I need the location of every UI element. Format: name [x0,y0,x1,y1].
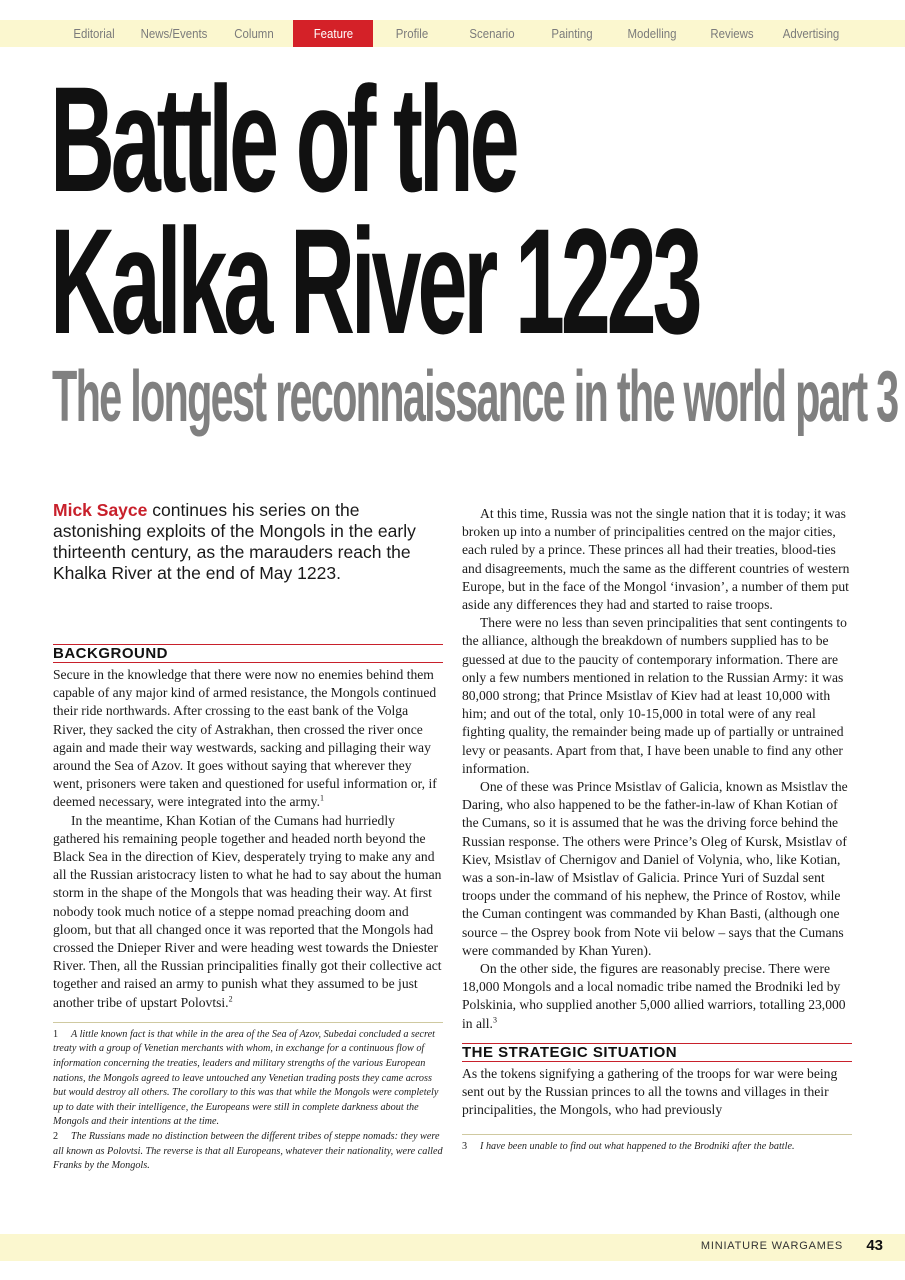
footnote-2 [53,1130,443,1174]
nav-tab-painting[interactable]: Painting [551,26,593,41]
footnote-ref-2[interactable]: 2 [228,994,233,1004]
article-subtitle: The longest reconnaissance in the world part 3 [52,357,898,437]
background-paragraph-2-text: In the meantime, Khan Kotian of the Cumans had hurriedly gathered his remaining people together and headed north beyond the Black Sea in the direction of Kiev, desperately trying to make any and all the Russian aristocracy listen to what he had to say about the human storm in the shape of the Mongols that was heading their way. At first nobody took much notice of a steppe nomad preaching doom and gloom, but that all changed once it was reported that the Mongols had crossed the Dnieper River and were heading west towards the Dniester River. Then, all the Russian principalities finally got their collective act together and raised an army to punish what they assumed to be just another tribe of upstart Polovtsi. [53,812,442,1010]
footnotes-right [462,1134,852,1155]
nav-tab-news-events[interactable]: News/Events [140,26,208,41]
footnote-2-number: 2 [53,1131,59,1143]
section-heading-background: BACKGROUND [53,644,443,663]
magazine-name: MINIATURE WARGAMES [700,1240,843,1252]
background-paragraph-1-text: Secure in the knowledge that there were now no enemies behind them capable of any major kind of armed resistance, the Mongols continued their ride northwards. After crossing to the east bank of the Volga River, they sacked the city of Astrakhan, then crossed the river once again and made their way westwards, sacking and pillaging their way around the Sea of Azov. It goes without saying that wherever they went, prisoners were taken and questioned for useful information or, if deemed necessary, were integrated into the army. [53,667,437,810]
nav-tab-modelling[interactable]: Modelling [627,26,677,41]
footnote-2-text: The Russians made no distinction between the different tribes of steppe nomads: they were all known as Polovtsi. The reverse is that all Europeans, whatever their nationality, were called Franks by the Mongols. [53,1131,443,1172]
author-name: Mick Sayce [53,500,148,520]
intro-standfirst [53,500,443,584]
right-column [462,505,852,1154]
nav-tab-advertising[interactable]: Advertising [782,26,840,41]
right-paragraph-3: One of these was Prince Msistlav of Galicia, known as Msistlav the Daring, who also happened to be the father-in-law of Khan Kotian of the Cumans, so it is assumed that he was the driving force behind the Russian response. The others were Prince’s Oleg of Kursk, Msistlav of Kiev, Msistlav of Chernigov and Daniel of Volynia, who, like Kotian, was a son-in-law of Msistlav of Galicia. Prince Yuri of Suzdal sent troops under the command of his nephew, the Prince of Rostov, while the Cuman contingent was commanded by Khan Basti, (although one source – the Osprey book from Note vii below – says that the Cumans were commanded by Khan Yuren). [462,779,848,958]
footnote-1-number: 1 [53,1028,59,1040]
left-column [53,500,443,1174]
section-nav-bar [0,20,905,47]
footnote-1-text: A little known fact is that while in the area of the Sea of Azov, Subedai concluded a secret treaty with a group of Venetian merchants with whom, in exchange for a continuous flow of information concerning the treaties, leaders and military strengths of the various European nations, the Mongols agreed to leave untouched any Venetian trading posts they came across but would destroy all others. The corollary to this was that while the Mongols were completely up to date with their intelligence, the Europeans were still in complete darkness about the Mongols and their intentions at the time. [53,1028,439,1128]
section-heading-strategic-situation: THE STRATEGIC SITUATION [462,1043,852,1062]
nav-tab-editorial[interactable]: Editorial [73,26,115,41]
right-paragraph-4-text: On the other side, the figures are reasonably precise. There were 18,000 Mongols and a local nomadic tribe named the Brodniki led by Polskinia, who supplied another 5,000 allied warriors, totalling 23,000 in all. [462,961,846,1031]
footnotes-left [53,1022,443,1174]
page-footer [0,1234,905,1261]
article-title-line-2: Kalka River 1223 [50,197,699,365]
background-body [53,666,443,1012]
strategic-body [462,1065,852,1120]
article-title-line-1: Battle of the [50,55,516,223]
footnote-ref-3[interactable]: 3 [492,1015,497,1025]
background-paragraph-2 [53,812,443,1012]
footnote-ref-1[interactable]: 1 [319,793,324,803]
footnote-3 [462,1140,852,1155]
footnote-1 [53,1028,443,1130]
right-body [462,505,852,1033]
right-paragraph-4 [462,960,852,1033]
nav-tab-feature[interactable] [293,20,373,47]
nav-tab-profile[interactable]: Profile [395,26,429,41]
strategic-paragraph-1: As the tokens signifying a gathering of the troops for war were being sent out by the Russian princes to all the towns and villages in their principalities, the Mongols, who had previously [462,1065,838,1118]
nav-tab-reviews[interactable]: Reviews [710,26,754,41]
intro-text: continues his series on the astonishing exploits of the Mongols in the early thirteenth century, as the marauders reach the Khalka River at the end of May 1223. [53,500,416,583]
footnote-3-number: 3 [462,1140,468,1152]
right-paragraph-2: There were no less than seven principalities that sent contingents to the alliance, although the breakdown of numbers supplied has to be guessed at due to the paucity of contemporary information. There are only a few numbers mentioned in relation to the Russian Army: it was 80,000 strong; that Prince Msistlav of Kiev had at least 10,000 with him; and out of the total, only 10-15,000 in total were of any real fighting quality, the remainder being made up of partially or untrained levy or peasants. Apart from that, I have been unable to find any other information. [462,615,847,776]
background-paragraph-1 [53,666,443,812]
nav-tab-feature-label: Feature [313,26,353,41]
page-number: 43 [866,1237,883,1254]
article-title [50,55,890,365]
right-paragraph-1: At this time, Russia was not the single nation that it is today; it was broken up into a number of principalities centred on the major cities, each ruled by a prince. These princes all had their treaties, blood-ties and disagreements, much the same as the different countries of western Europe, but in the face of the Mongol ‘invasion’, a number of them put aside any differences they had and started to raise troops. [462,506,850,613]
nav-tab-scenario[interactable]: Scenario [469,26,515,41]
nav-tab-column[interactable]: Column [234,26,274,41]
footnote-3-text: I have been unable to find out what happened to the Brodniki after the battle. [480,1140,795,1152]
